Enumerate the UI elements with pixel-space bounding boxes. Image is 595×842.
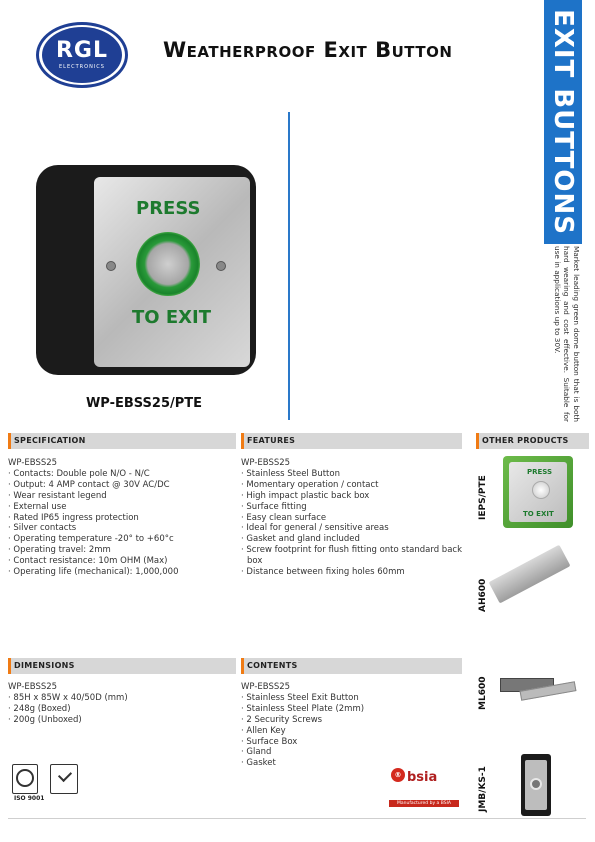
logo-badge — [42, 27, 122, 83]
key-switch-icon — [521, 754, 551, 816]
list-item: · Distance between fixing holes 60mm — [241, 567, 462, 578]
other-product-code: AH600 — [478, 578, 488, 612]
other-product-label — [478, 676, 494, 720]
list-item: · Gland — [241, 747, 462, 758]
specification-code: WP-EBSS25 — [8, 458, 58, 468]
list-item: · Operating life (mechanical): 1,000,000 — [8, 567, 234, 578]
list-item: · Silver contacts — [8, 523, 234, 534]
features-code: WP-EBSS25 — [241, 458, 291, 468]
specification-body — [8, 458, 234, 578]
list-item: · 200g (Unboxed) — [8, 715, 234, 726]
list-item: · Contact resistance: 10m OHM (Max) — [8, 556, 234, 567]
company-logo — [36, 22, 128, 88]
lr-ring — [16, 769, 34, 787]
maglock-icon — [498, 672, 578, 702]
keyhole-icon — [530, 778, 542, 790]
list-item: · Ideal for general / sensitive areas — [241, 523, 462, 534]
list-item: · Output: 4 AMP contact @ 30V AC/DC — [8, 480, 234, 491]
bsia-mark-icon: ® — [391, 768, 405, 782]
other-product-label — [478, 475, 494, 530]
list-item: · 2 Security Screws — [241, 715, 462, 726]
product-code: WP-EBSS25/PTE — [85, 396, 203, 411]
other-product-legend-top: PRESS — [527, 468, 553, 476]
bsia-wordmark: bsia — [407, 770, 438, 785]
footer-divider — [8, 818, 586, 819]
product-legend-top: PRESS — [136, 198, 201, 219]
list-item: · Operating travel: 2mm — [8, 545, 234, 556]
dimensions-heading: DIMENSIONS — [8, 658, 236, 674]
page-title: Weatherproof Exit Button — [163, 38, 453, 62]
features-heading: FEATURES — [241, 433, 462, 449]
other-product-label — [478, 578, 494, 622]
vertical-divider — [288, 112, 290, 420]
screw-icon — [216, 261, 226, 271]
logo-subtitle: ELECTRONICS — [59, 64, 105, 70]
lloyds-register-logo-icon — [12, 764, 38, 794]
features-list — [241, 469, 462, 578]
list-item: · Surface fitting — [241, 502, 462, 513]
list-item: · Operating temperature -20° to +60°c — [8, 534, 234, 545]
other-product-code: ML600 — [478, 676, 488, 710]
list-item: · Screw footprint for flush fitting onto standard back box — [241, 545, 462, 567]
specification-heading: SPECIFICATION — [8, 433, 236, 449]
mounting-bracket-icon — [489, 545, 571, 604]
other-product-legend-bottom: TO EXIT — [523, 510, 554, 518]
list-item: · Momentary operation / contact — [241, 480, 462, 491]
list-item: · Allen Key — [241, 726, 462, 737]
features-body — [241, 458, 462, 578]
list-item: · Contacts: Double pole N/O - N/C — [8, 469, 234, 480]
product-blurb-text: Market leading green dome button that is both hard wearing and cost effective. Suitable for use in applications up to 30V. — [553, 246, 581, 422]
contents-heading: CONTENTS — [241, 658, 462, 674]
list-item: · Stainless Steel Button — [241, 469, 462, 480]
other-product-code: IEPS/PTE — [478, 475, 488, 520]
dimensions-list — [8, 693, 234, 726]
contents-code: WP-EBSS25 — [241, 682, 291, 692]
category-band-label — [544, 0, 582, 244]
list-item: · Easy clean surface — [241, 513, 462, 524]
other-product-image-ieps — [503, 456, 573, 528]
certification-logos — [8, 762, 88, 802]
product-image — [36, 165, 256, 375]
green-dome-button-icon — [136, 232, 200, 296]
ukas-logo-icon — [50, 764, 78, 794]
screw-icon — [106, 261, 116, 271]
category-title: EXIT BUTTONS — [548, 9, 579, 235]
list-item: · High impact plastic back box — [241, 491, 462, 502]
contents-body — [241, 682, 462, 769]
other-products-heading: OTHER PRODUCTS — [476, 433, 589, 449]
list-item: · Gasket and gland included — [241, 534, 462, 545]
list-item: · 85H x 85W x 40/50D (mm) — [8, 693, 234, 704]
logo-brand: RGL — [55, 38, 109, 63]
ukas-tick — [58, 768, 72, 782]
product-legend-bottom: TO EXIT — [132, 307, 211, 328]
list-item: · Wear resistant legend — [8, 491, 234, 502]
dimensions-body — [8, 682, 234, 726]
other-product-code: JMB/KS-1 — [478, 766, 488, 812]
bsia-member-bar: Manufactured by a BSIA Member — [389, 800, 459, 807]
iso-label: ISO 9001 — [14, 795, 45, 802]
other-product-label — [478, 766, 494, 822]
specification-list — [8, 469, 234, 578]
list-item: · External use — [8, 502, 234, 513]
list-item: · Stainless Steel Exit Button — [241, 693, 462, 704]
bsia-logo — [389, 768, 459, 813]
list-item: · Gasket — [241, 758, 462, 769]
list-item: · 248g (Boxed) — [8, 704, 234, 715]
dimensions-code: WP-EBSS25 — [8, 682, 58, 692]
list-item: · Surface Box — [241, 737, 462, 748]
list-item: · Rated IP65 ingress protection — [8, 513, 234, 524]
contents-list — [241, 693, 462, 769]
list-item: · Stainless Steel Plate (2mm) — [241, 704, 462, 715]
product-blurb — [547, 246, 585, 426]
white-dome-button-icon — [532, 481, 550, 499]
